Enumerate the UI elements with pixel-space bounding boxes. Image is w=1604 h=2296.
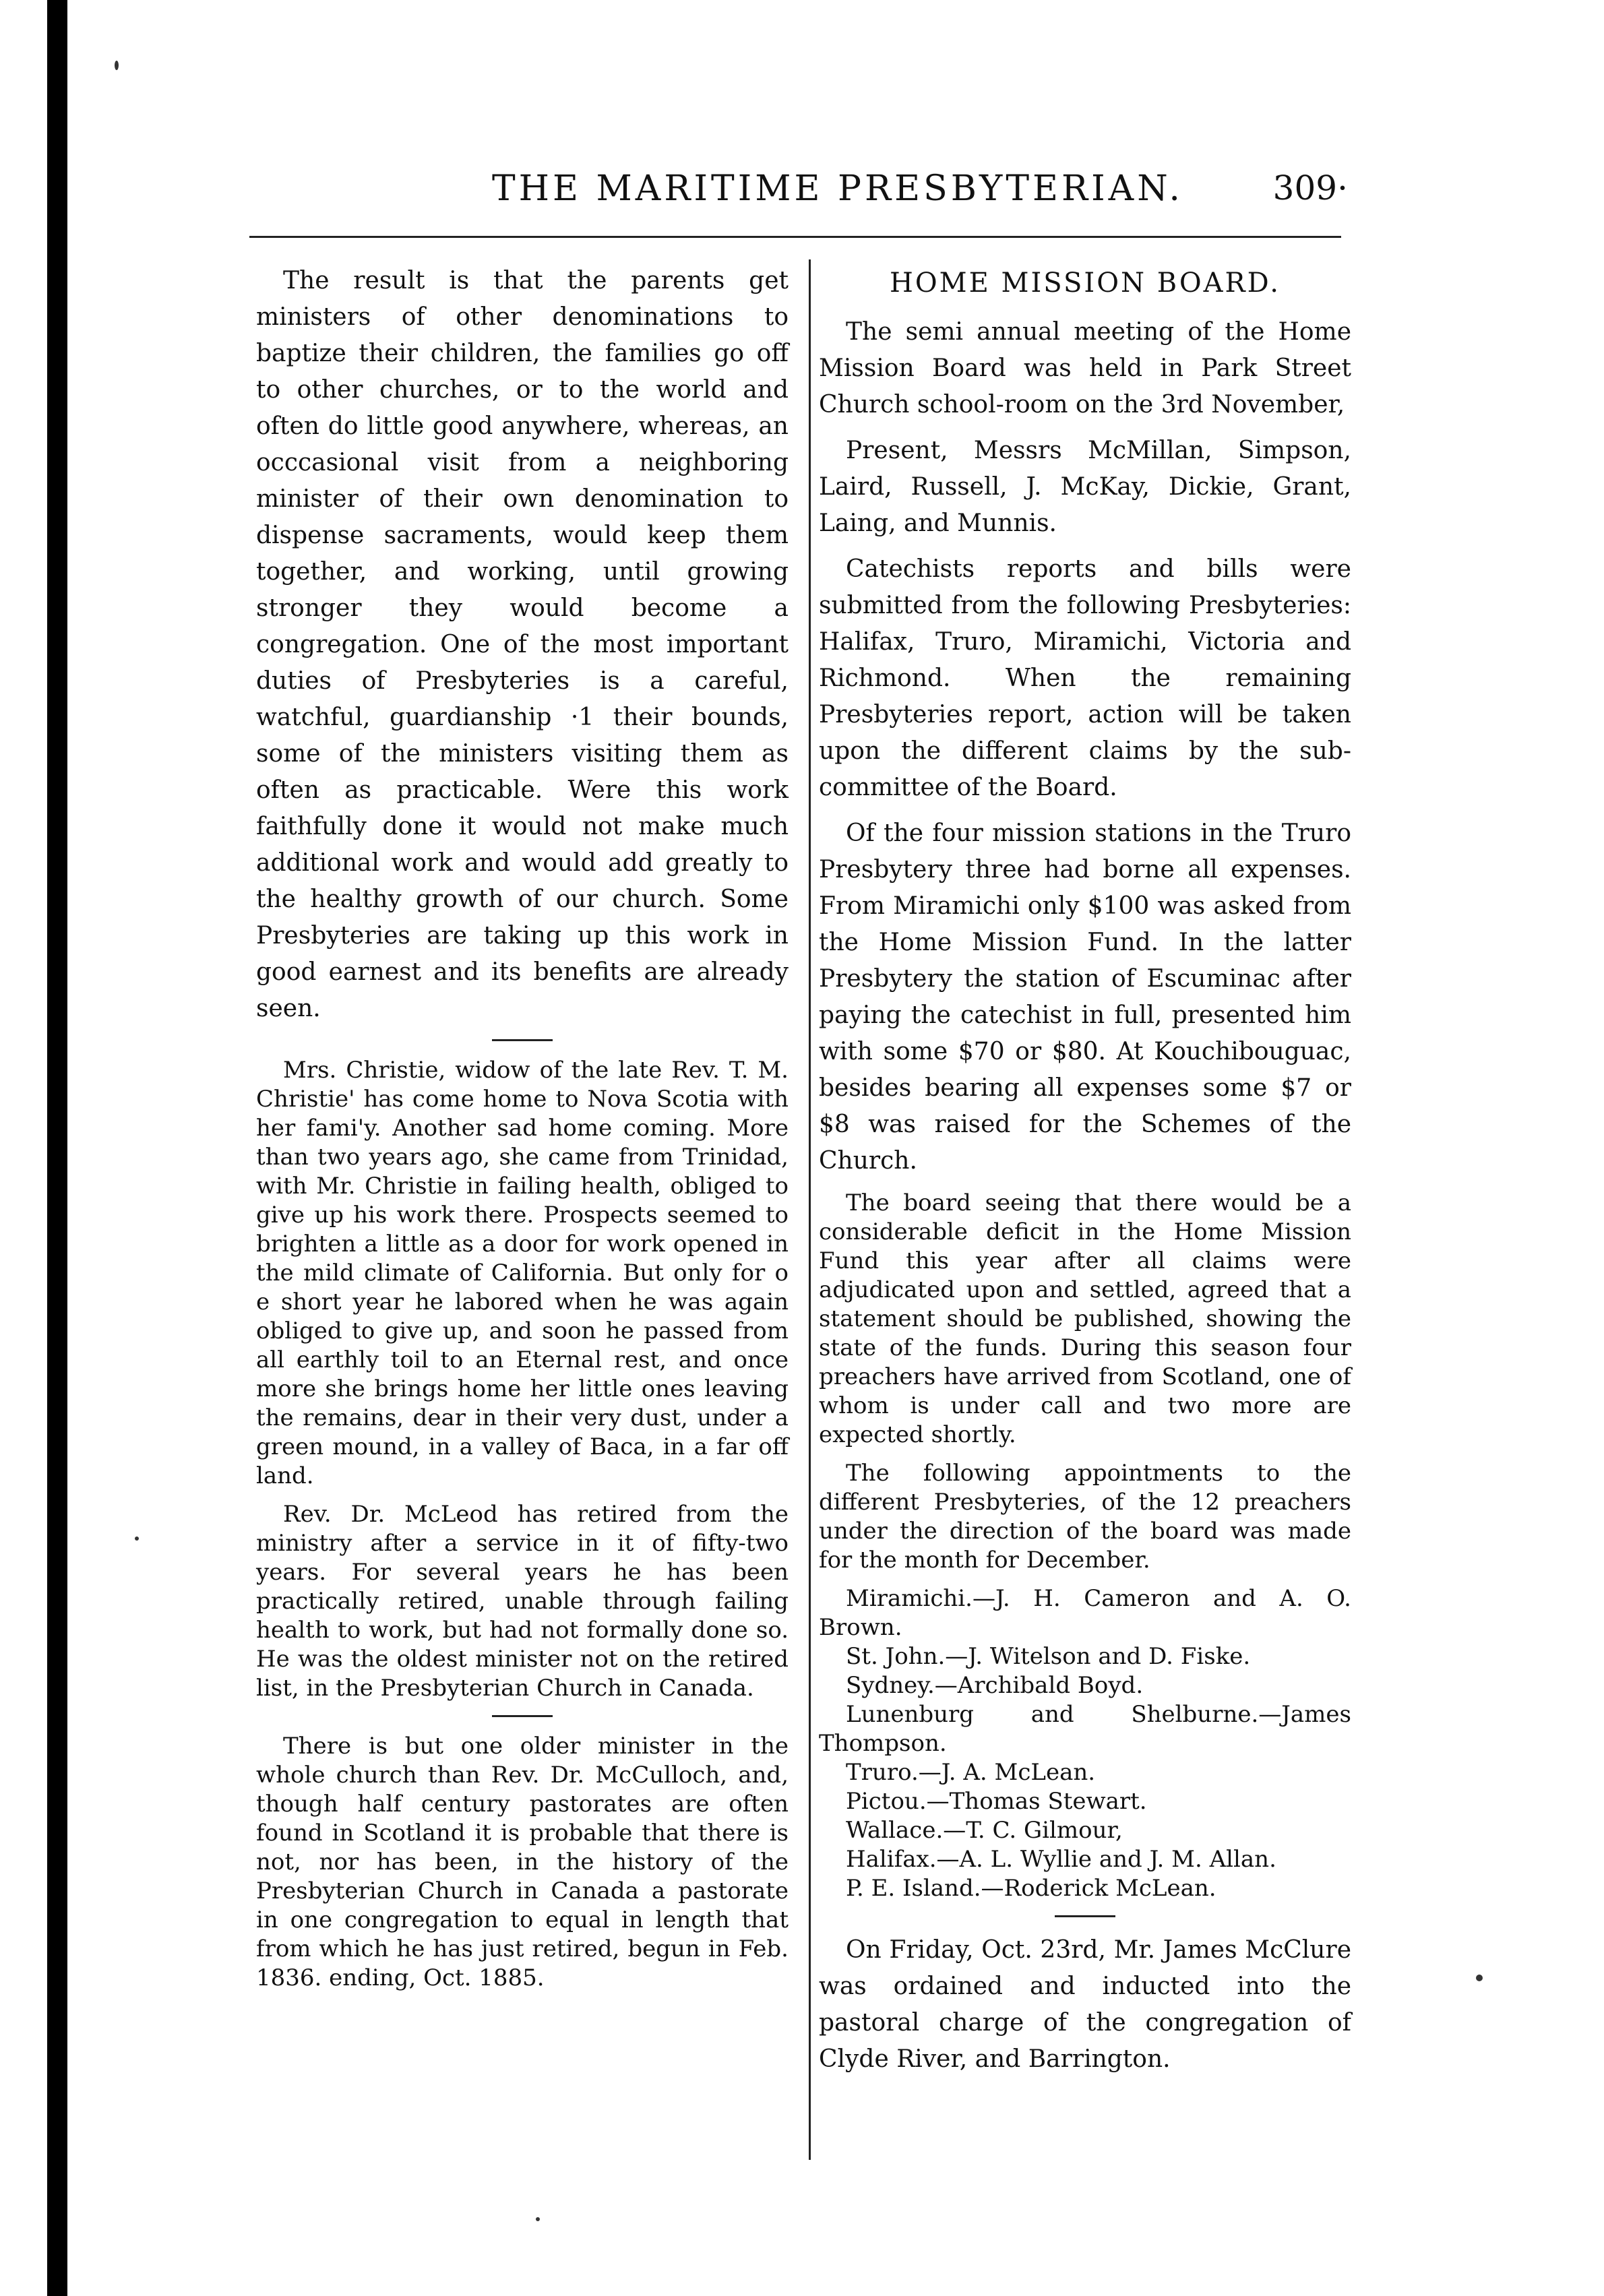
print-speck <box>135 1537 139 1541</box>
print-speck <box>536 2217 540 2221</box>
separator-rule <box>492 1039 553 1041</box>
article-paragraph: Of the four mission stations in the Truro Presbytery three had borne all expenses. From Miramichi only $100 was asked from the Home Mission Fund. In the latter Presbytery the station of Escuminac after paying the catechist in full, presented him with some $70 or $80. At Kouchibouguac, besides bearing all expenses some $7 or $8 was raised for the Schemes of the Church. <box>819 819 1351 1175</box>
page-number: 309· <box>1272 168 1348 208</box>
article-paragraph: Catechists reports and bills were submitted from the following Presbyteries: Halifax, Truro, Miramichi, Victoria and Richmond. When the remaining Presbyteries report, action will be taken upon the different claims by the sub-committee of the Board. <box>819 555 1351 801</box>
appointment-line: P. E. Island.—Roderick McLean. <box>846 1875 1216 1902</box>
print-speck <box>115 61 119 70</box>
article-paragraph: The following appointments to the different Presbyteries, of the 12 preachers under the direction of the board was made for the month for December. <box>819 1460 1351 1574</box>
header-rule <box>249 236 1341 238</box>
article-paragraph: The semi annual meeting of the Home Mission Board was held in Park Street Church school-room on the 3rd November, <box>819 318 1351 418</box>
appointment-line: Sydney.—Archibald Boyd. <box>846 1672 1144 1699</box>
appointment-line: Truro.—J. A. McLean. <box>846 1759 1096 1786</box>
appointment-line: Pictou.—Thomas Stewart. <box>846 1788 1147 1815</box>
appointment-line: Lunenburg and Shelburne.—James Thompson. <box>819 1701 1351 1757</box>
article-paragraph: Rev. Dr. McLeod has retired from the ministry after a service in it of fifty-two years. For several years he has been practically retired, unable through failing health to work, but had not formally done so. He was the oldest minister not on the retired list, in the Presbyterian Church in Canada. <box>256 1501 789 1702</box>
article-paragraph: The result is that the parents get ministers of other denominations to baptize their children, the families go off to other churches, or to the world and often do little good anywhere, whereas, an occcasional visit from a neighboring minister of their own denomination to dispense sacraments, would keep them together, and working, until growing stronger they would become a congregation. One of the most important duties of Presbyteries is a careful, watchful, guardianship ·1 their bounds, some of the ministers visiting them as often as practicable. Were this work faithfully done it would not make much additional work and would add greatly to the healthy growth of our church. Some Presbyteries are taking up this work in good earnest and its benefits are already seen. <box>256 267 789 1022</box>
article-paragraph: On Friday, Oct. 23rd, Mr. James McClure was ordained and inducted into the pastoral charge of the congregation of Clyde River, and Barrington. <box>819 1936 1351 2073</box>
article-paragraph: Present, Messrs McMillan, Simpson, Laird, Russell, J. McKay, Dickie, Grant, Laing, and Munnis. <box>819 437 1351 537</box>
print-speck <box>1476 1975 1483 1981</box>
running-title: THE MARITIME PRESBYTERIAN. <box>492 168 1183 209</box>
appointment-line: Miramichi.—J. H. Cameron and A. O. Brown. <box>819 1585 1351 1641</box>
article-paragraph: There is but one older minister in the whole church than Rev. Dr. McCulloch, and, though half century pastorates are often found in Scotland it is probable that there is not, nor has been, in the history of the Presbyterian Church in Canada a pastorate in one congregation to equal in length that from which he has just retired, begun in Feb. 1836. ending, Oct. 1885. <box>256 1733 789 1991</box>
column-divider <box>809 259 811 2160</box>
right-column <box>819 263 1351 2087</box>
article-paragraph: The board seeing that there would be a considerable deficit in the Home Mission Fund this year after all claims were adjudicated upon and settled, agreed that a statement should be published, showing the state of the funds. During this season four preachers have arrived from Scotland, one of whom is under call and two more are expected shortly. <box>819 1189 1351 1448</box>
left-column <box>256 263 789 2002</box>
appointment-line: Halifax.—A. L. Wyllie and J. M. Allan. <box>846 1846 1276 1873</box>
appointment-line: St. John.—J. Witelson and D. Fiske. <box>846 1643 1251 1670</box>
separator-rule <box>492 1715 553 1717</box>
binding-edge <box>47 0 67 2296</box>
section-heading: HOME MISSION BOARD. <box>889 268 1281 299</box>
separator-rule <box>1055 1915 1115 1917</box>
article-paragraph: Mrs. Christie, widow of the late Rev. T. M. Christie' has come home to Nova Scotia with her fami'y. Another sad home coming. More than two years ago, she came from Trinidad, with Mr. Christie in failing health, obliged to give up his work there. Prospects seemed to brighten a little as a door for work opened in the mild climate of California. But only for o e short year he labored when he was again obliged to give up, and soon he passed from all earthly toil to an Eternal rest, and once more she brings home her little ones leaving the remains, dear in their very dust, under a green mound, in a valley of Baca, in a far off land. <box>256 1057 789 1489</box>
appointment-line: Wallace.—T. C. Gilmour, <box>846 1817 1123 1844</box>
